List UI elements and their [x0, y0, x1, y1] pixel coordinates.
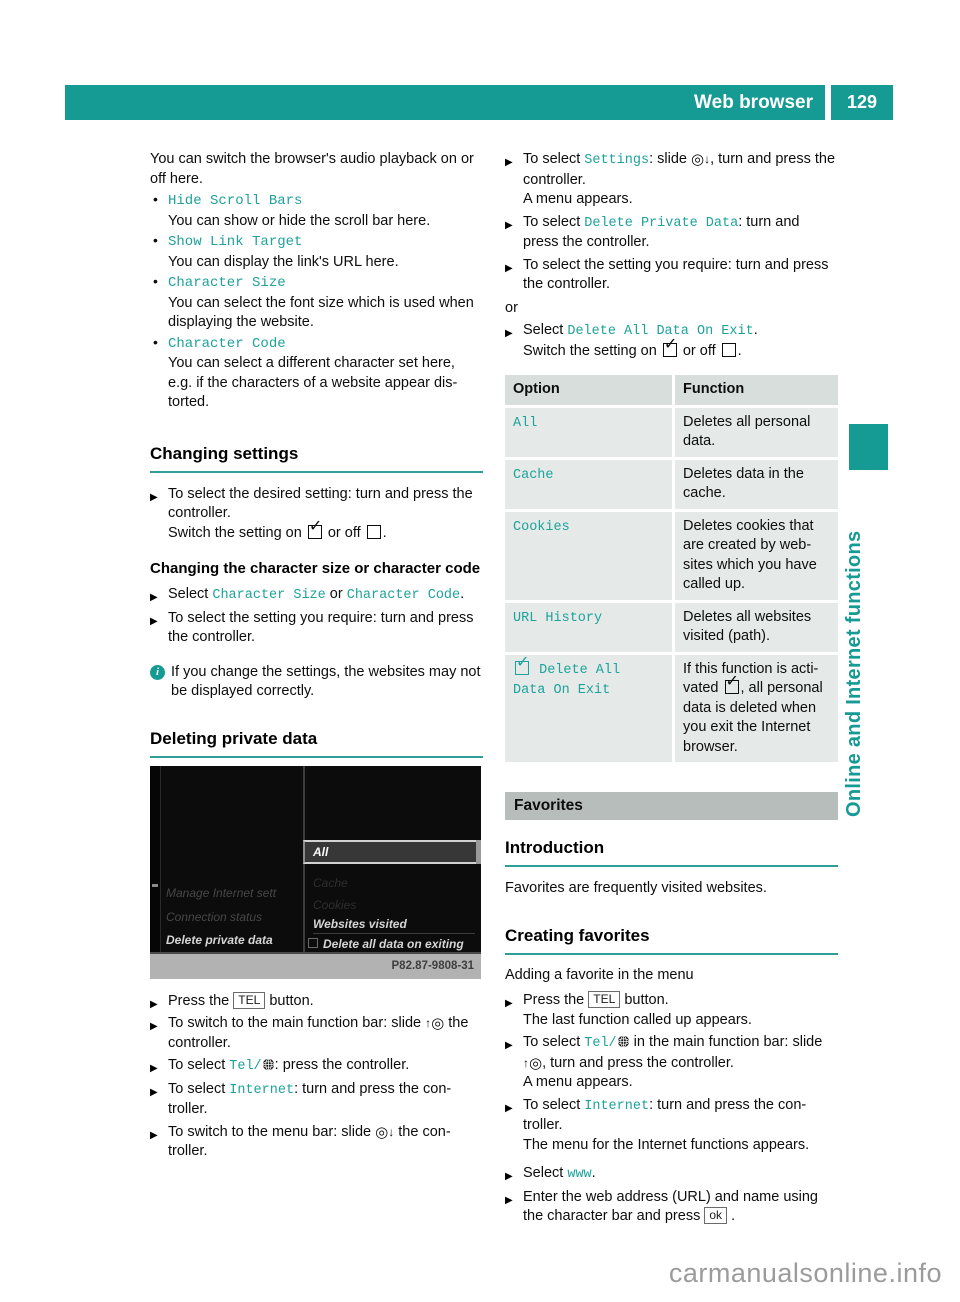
screenshot-menu-item: Cache — [313, 875, 348, 890]
section-heading-changing-settings: Changing settings — [150, 443, 483, 473]
code-text: Delete All Data On Exit — [567, 324, 754, 339]
checkbox-unchecked-icon — [367, 525, 381, 539]
table-cell-option — [505, 408, 672, 457]
instruction-step — [505, 256, 838, 295]
table-cell-function: Deletes all websites visited (path). — [675, 603, 838, 652]
step-text: To select Tel/ in the main function bar: slide ↑◎, turn and press the controller. — [523, 1034, 823, 1072]
instruction-step — [505, 1164, 838, 1185]
triangle-bullet-icon: ▶ — [150, 1021, 158, 1032]
step-subline: The last function called up appears. — [523, 1011, 752, 1028]
instruction-step — [505, 213, 838, 253]
step-subline: Switch the setting on ✓ or off . — [150, 524, 483, 544]
step-text: Enter the web address (URL) and name using the character bar and press ok . — [523, 1188, 818, 1224]
checkbox-unchecked-icon — [722, 343, 736, 357]
instruction-step — [150, 585, 483, 606]
instruction-step — [505, 1033, 838, 1073]
section-bar-favorites: Favorites — [505, 792, 838, 820]
code-text: Delete Private Data — [584, 215, 739, 231]
hard-key-tel-button: TEL — [588, 991, 620, 1008]
instruction-step — [150, 1056, 483, 1077]
hard-key-ok-button: ok — [704, 1207, 727, 1224]
option-list-item — [150, 273, 483, 333]
screenshot-scrollbar-fragment — [476, 840, 481, 864]
step-text: To switch to the main function bar: slide ↑◎ the controller. — [168, 1015, 469, 1051]
code-text: Cookies — [513, 519, 570, 535]
step-text: Select Delete All Data On Exit. — [523, 322, 758, 339]
table-cell-function: Deletes cookies that are created by web-sites which you have called up. — [675, 512, 838, 600]
option-list-item — [150, 191, 483, 231]
instruction-step — [505, 1096, 838, 1136]
step-text: To select the setting you require: turn and press the controller. — [168, 609, 474, 645]
instruction-step — [505, 150, 838, 190]
table-header-option: Option — [505, 375, 672, 405]
screenshot-menu-item: Connection status — [166, 909, 263, 924]
step-text: To select Settings: slide ◎↓, turn and press the controller. — [523, 151, 836, 188]
table-row — [505, 408, 838, 457]
code-text: Tel/ — [584, 1036, 617, 1051]
checkbox-unchecked-icon — [308, 938, 318, 948]
table-row — [505, 512, 838, 600]
option-list-item — [150, 334, 483, 413]
triangle-bullet-icon: ▶ — [505, 262, 513, 274]
controller-slide-up-icon: ↑◎ — [425, 1015, 445, 1032]
step-text: To switch to the menu bar: slide ◎↓ the con-troller. — [168, 1123, 451, 1159]
controller-slide-down-icon: ◎↓ — [690, 151, 711, 168]
screenshot-left-edge — [150, 766, 161, 954]
table-cell-function: If this function is acti-vated ✓, all personal data is deleted when you exit the Internet browser. — [675, 655, 838, 763]
table-header-row — [505, 375, 838, 405]
hard-key-tel-button: TEL — [233, 992, 265, 1009]
code-text: Data On Exit — [513, 683, 611, 698]
code-text: Tel/ — [229, 1059, 262, 1074]
table-header-function: Function — [675, 375, 838, 405]
instruction-step — [150, 1123, 483, 1162]
screenshot-menu-item-active: Delete private data — [166, 932, 273, 947]
screenshot-menu-item-selected: All — [303, 840, 481, 864]
step-text: To select Tel/ : press the controller. — [168, 1057, 410, 1074]
checkbox-checked-icon — [725, 680, 739, 694]
triangle-bullet-icon: ▶ — [150, 998, 158, 1010]
checkbox-checked-icon — [663, 343, 677, 357]
step-subline: The menu for the Internet functions appears. — [523, 1136, 810, 1153]
globe-icon — [617, 1034, 630, 1050]
option-list-item — [150, 232, 483, 272]
section-heading-creating-favorites: Creating favorites — [505, 925, 838, 955]
instruction-step — [505, 991, 838, 1011]
section-heading-introduction: Introduction — [505, 837, 838, 867]
code-text: Settings — [584, 153, 650, 168]
step-text: To select the setting you require: turn and press the controller. — [523, 256, 829, 292]
introduction-text: Favorites are frequently visited websites. — [505, 880, 767, 896]
instruction-step — [150, 1080, 483, 1120]
instruction-step — [150, 992, 483, 1012]
step-text: To select Internet: turn and press the con-troller. — [523, 1096, 807, 1133]
step-text: To select the desired setting: turn and press the controller. — [168, 485, 473, 521]
step-text: Select Character Size or Character Code. — [168, 586, 465, 603]
triangle-bullet-icon: ▶ — [150, 1086, 158, 1098]
code-text: URL History — [513, 610, 603, 626]
note-text: If you change the settings, the websites may not be displayed correctly. — [171, 663, 481, 699]
option-label: Character Code — [168, 335, 286, 352]
globe-icon — [262, 1057, 275, 1073]
step-text: Select www. — [523, 1165, 596, 1182]
triangle-bullet-icon: ▶ — [150, 592, 158, 603]
info-icon: i — [150, 665, 165, 680]
controller-slide-down-icon: ◎↓ — [375, 1123, 395, 1141]
screenshot-caption: P82.87-9808-31 — [150, 954, 481, 979]
option-label: Show Link Target — [168, 234, 303, 250]
table-cell-option — [505, 460, 672, 509]
triangle-bullet-icon: ▶ — [150, 615, 158, 627]
watermark-text: carmanualsonline.info — [668, 1258, 942, 1288]
edge-tick — [152, 884, 158, 887]
triangle-bullet-icon: ▶ — [505, 219, 513, 231]
step-subline: A menu appears. — [523, 191, 633, 207]
code-text: All — [513, 415, 538, 431]
code-text: Character Code — [346, 588, 461, 603]
step-text: To select Internet: turn and press the con-troller. — [168, 1080, 452, 1117]
checkbox-checked-icon — [515, 661, 529, 675]
section-heading-deleting-private-data: Deleting private data — [150, 728, 483, 758]
controller-slide-up-icon: ↑◎ — [523, 1054, 543, 1072]
subheading-character-size-code: Changing the character size or character code — [150, 560, 481, 577]
triangle-bullet-icon: ▶ — [505, 1194, 513, 1206]
left-column — [150, 150, 483, 1162]
table-cell-function: Deletes data in the cache. — [675, 460, 838, 509]
bullet-icon: • — [153, 232, 158, 248]
adding-favorite-line: Adding a favorite in the menu — [505, 966, 694, 983]
table-row — [505, 655, 838, 763]
screenshot-menu-item: Manage Internet sett — [166, 885, 277, 900]
triangle-bullet-icon: ▶ — [505, 328, 513, 339]
triangle-bullet-icon: ▶ — [505, 1171, 513, 1182]
code-text: Character Size — [212, 588, 326, 603]
step-text: Press the TEL button. — [523, 992, 669, 1008]
triangle-bullet-icon: ▶ — [150, 1129, 158, 1141]
right-column — [505, 150, 838, 1227]
bullet-icon: • — [153, 191, 158, 207]
header-bar — [65, 85, 825, 120]
info-note — [150, 663, 483, 702]
code-text: Internet — [229, 1082, 295, 1098]
step-subline: Switch the setting on ✓ or off . — [505, 342, 838, 362]
option-desc: You can display the link's URL here. — [168, 253, 399, 270]
options-table — [502, 372, 841, 765]
code-text: Cache — [513, 467, 554, 483]
screenshot-menu-item: Websites visited — [313, 917, 475, 934]
code-text: www — [567, 1167, 592, 1182]
page-title: Web browser — [694, 92, 813, 113]
option-label: Character Size — [168, 275, 286, 291]
code-text: Delete All — [531, 662, 621, 678]
triangle-bullet-icon: ▶ — [505, 1102, 513, 1114]
option-desc: You can show or hide the scroll bar here. — [168, 212, 431, 229]
screenshot-menu-item: Cookies — [313, 897, 357, 912]
table-row — [505, 460, 838, 509]
instruction-step — [150, 1014, 483, 1053]
or-text: or — [505, 299, 518, 316]
table-cell-option — [505, 603, 672, 652]
screenshot-menu-item: Delete all data on exiting — [308, 937, 464, 951]
checkbox-checked-icon — [308, 525, 322, 539]
triangle-bullet-icon: ▶ — [505, 998, 513, 1009]
intro-paragraph: You can switch the browser's audio playback on or off here. — [150, 151, 474, 187]
instruction-step — [505, 1188, 838, 1227]
step-subline: A menu appears. — [523, 1074, 633, 1090]
table-row — [505, 603, 838, 652]
instruction-step — [150, 609, 483, 648]
step-text: Press the TEL button. — [168, 992, 314, 1009]
table-cell-option — [505, 512, 672, 600]
bullet-icon: • — [153, 333, 158, 350]
chapter-tab-square — [849, 424, 888, 470]
option-label: Hide Scroll Bars — [168, 193, 303, 209]
table-cell-option — [505, 655, 672, 763]
table-cell-function: Deletes all personal data. — [675, 408, 838, 457]
code-text: Internet — [584, 1098, 650, 1114]
option-desc: You can select a different character set here, e.g. if the characters of a website appear dis-torted. — [168, 355, 458, 410]
step-text: To select Delete Private Data: turn and press the controller. — [523, 213, 800, 250]
triangle-bullet-icon: ▶ — [150, 1063, 158, 1074]
chapter-label-vertical: Online and Internet functions — [843, 530, 865, 817]
triangle-bullet-icon: ▶ — [505, 1040, 513, 1051]
triangle-bullet-icon: ▶ — [505, 157, 513, 168]
triangle-bullet-icon: ▶ — [150, 491, 158, 503]
page-number: 129 — [831, 85, 893, 120]
bullet-icon: • — [153, 273, 158, 289]
option-desc: You can select the font size which is used when displaying the website. — [168, 294, 474, 330]
infotainment-screenshot — [150, 766, 481, 979]
